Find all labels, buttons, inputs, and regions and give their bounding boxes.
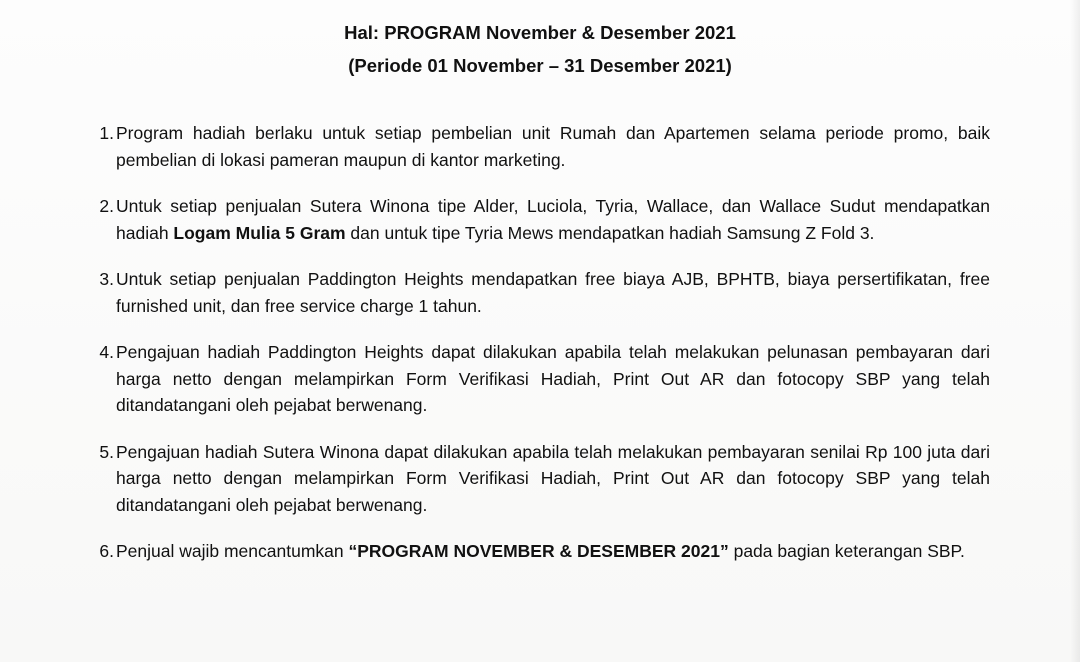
list-item-5 (78, 439, 990, 519)
list-text (114, 538, 990, 565)
list-item-4 (78, 339, 990, 419)
text-segment: Program hadiah berlaku untuk setiap pembelian unit Rumah dan Apartemen selama periode promo, baik pembelian di lokasi pameran maupun di kantor marketing. (116, 123, 990, 170)
list-item-6 (78, 538, 990, 565)
text-segment: Untuk setiap penjualan Sutera Winona tipe Alder, Luciola, Tyria, Wallace, dan Wallace Sudut mendapatkan hadiah (116, 196, 990, 243)
document-title: Hal: PROGRAM November & Desember 2021 (344, 22, 736, 43)
list-item-2 (78, 193, 990, 246)
bold-prize: Logam Mulia 5 Gram (173, 222, 346, 243)
text-segment: Pengajuan hadiah Paddington Heights dapat dilakukan apabila telah melakukan pelunasan pembayaran dari harga netto dengan melampirkan Form Verifikasi Hadiah, Print Out AR dan fotocopy SBP yang telah ditandatangani oleh pejabat berwenang. (116, 342, 990, 415)
document-period: (Periode 01 November – 31 Desember 2021) (348, 55, 732, 76)
text-segment: dan untuk tipe Tyria Mews mendapatkan hadiah Samsung Z Fold 3. (345, 222, 875, 243)
list-item-3 (78, 266, 990, 319)
list-text (114, 339, 990, 419)
text-segment: pada bagian keterangan SBP. (728, 541, 965, 561)
list-text (114, 193, 990, 246)
document-header (0, 16, 1080, 82)
bold-program-name: “PROGRAM NOVEMBER & DESEMBER 2021” (348, 541, 729, 561)
list-text (114, 439, 990, 519)
list-number: 1. (99, 123, 114, 143)
list-item-1 (78, 120, 990, 173)
text-segment: Untuk setiap penjualan Paddington Heights mendapatkan free biaya AJB, BPHTB, biaya persertifikatan, free furnished unit, dan free service charge 1 tahun. (116, 269, 990, 316)
list-number: 3. (99, 269, 114, 289)
list-text (114, 120, 990, 173)
list-number: 2. (99, 196, 114, 216)
text-segment: Penjual wajib mencantumkan (116, 541, 349, 561)
list-text (114, 266, 990, 319)
list-number: 6. (99, 541, 114, 561)
program-list (78, 120, 990, 585)
list-number: 5. (99, 441, 114, 462)
text-segment: Pengajuan hadiah Sutera Winona dapat dilakukan apabila telah melakukan pembayaran senilai Rp 100 juta dari harga netto dengan melampirkan Form Verifikasi Hadiah, Print Out AR dan fotocopy SBP yang telah ditandatangani oleh pejabat berwenang. (116, 441, 990, 515)
page-edge-shadow (1070, 0, 1080, 662)
list-number: 4. (99, 342, 114, 362)
